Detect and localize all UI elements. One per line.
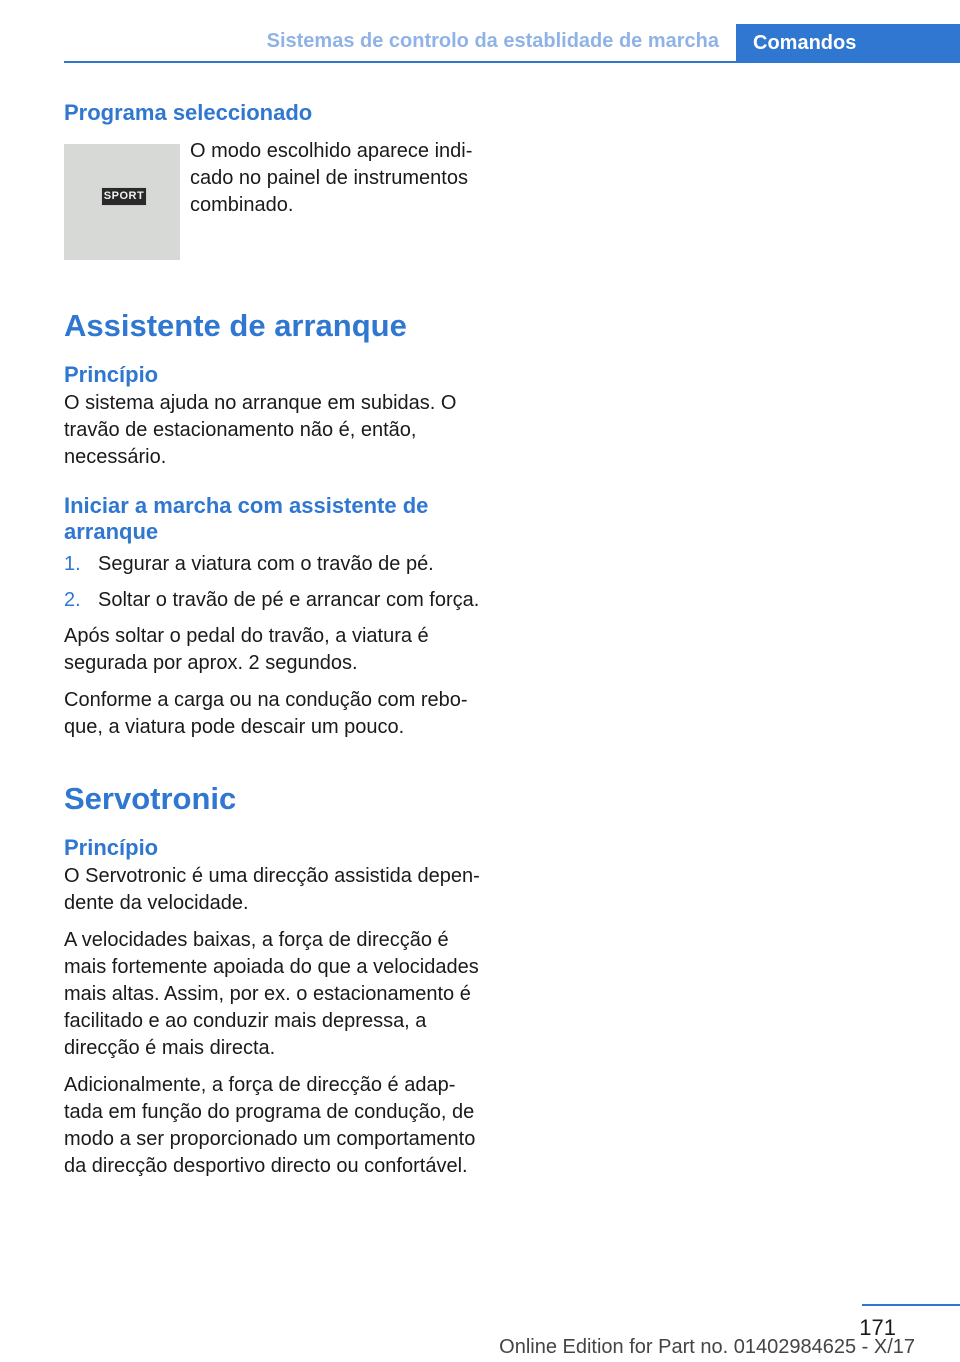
section-title: Sistemas de controlo da establidade de marcha (266, 30, 719, 52)
start-steps-list (64, 551, 480, 614)
servotronic-para2: A velocidades baixas, a força de direcção é mais fortemente apoiada do que a velocidades mais altas. Assim, por ex. o estacionamento é facilitado e ao conduzir mais depressa, a direcção é mais directa. (64, 929, 479, 1059)
servotronic-principle-heading: Princípio (64, 835, 159, 860)
footer-rule (862, 1304, 960, 1306)
sport-label: SPORT (101, 187, 147, 206)
selected-program-heading: Programa seleccionado (64, 100, 313, 125)
start-assistant-principle-text: O sistema ajuda no arranque em subidas. O travão de estacionamento não é, então, necessário. (64, 392, 457, 468)
page-number: 171 (859, 1315, 896, 1340)
main-column (64, 100, 480, 1180)
list-item (64, 551, 480, 578)
step-text: Soltar o travão de pé e arrancar com força. (98, 589, 480, 611)
edition-note: Online Edition for Part no. 01402984625 - X/17 (499, 1336, 915, 1358)
start-assistant-para1: Após soltar o pedal do travão, a viatura é segurada por aprox. 2 segundos. (64, 625, 429, 674)
start-assistant-principle-heading: Princípio (64, 362, 159, 387)
start-assistant-para2: Conforme a carga ou na condução com reboque, a viatura pode descair um pouco. (64, 689, 468, 738)
start-assistant-start-heading: Iniciar a marcha com assistente de arranque (64, 493, 429, 544)
servotronic-para1: O Servotronic é uma direcção assistida dependente da velocidade. (64, 865, 480, 914)
step-number: 2. (64, 589, 81, 611)
chapter-tab: Comandos (736, 24, 960, 62)
step-text: Segurar a viatura com o travão de pé. (98, 553, 434, 575)
start-assistant-title: Assistente de arranque (64, 308, 407, 343)
step-number: 1. (64, 553, 81, 575)
selected-program-text: O modo escolhido aparece indicado no painel de instrumentos combinado. (190, 140, 473, 216)
sport-display-image (64, 144, 180, 260)
list-item (64, 587, 480, 614)
servotronic-title: Servotronic (64, 781, 237, 816)
servotronic-para3: Adicionalmente, a força de direcção é adaptada em função do programa de condução, de modo a ser proporcionado um comportamento da direcção desportivo directo ou confortável. (64, 1074, 476, 1177)
selected-program-figure-row (64, 140, 480, 260)
header-rule (64, 61, 960, 63)
